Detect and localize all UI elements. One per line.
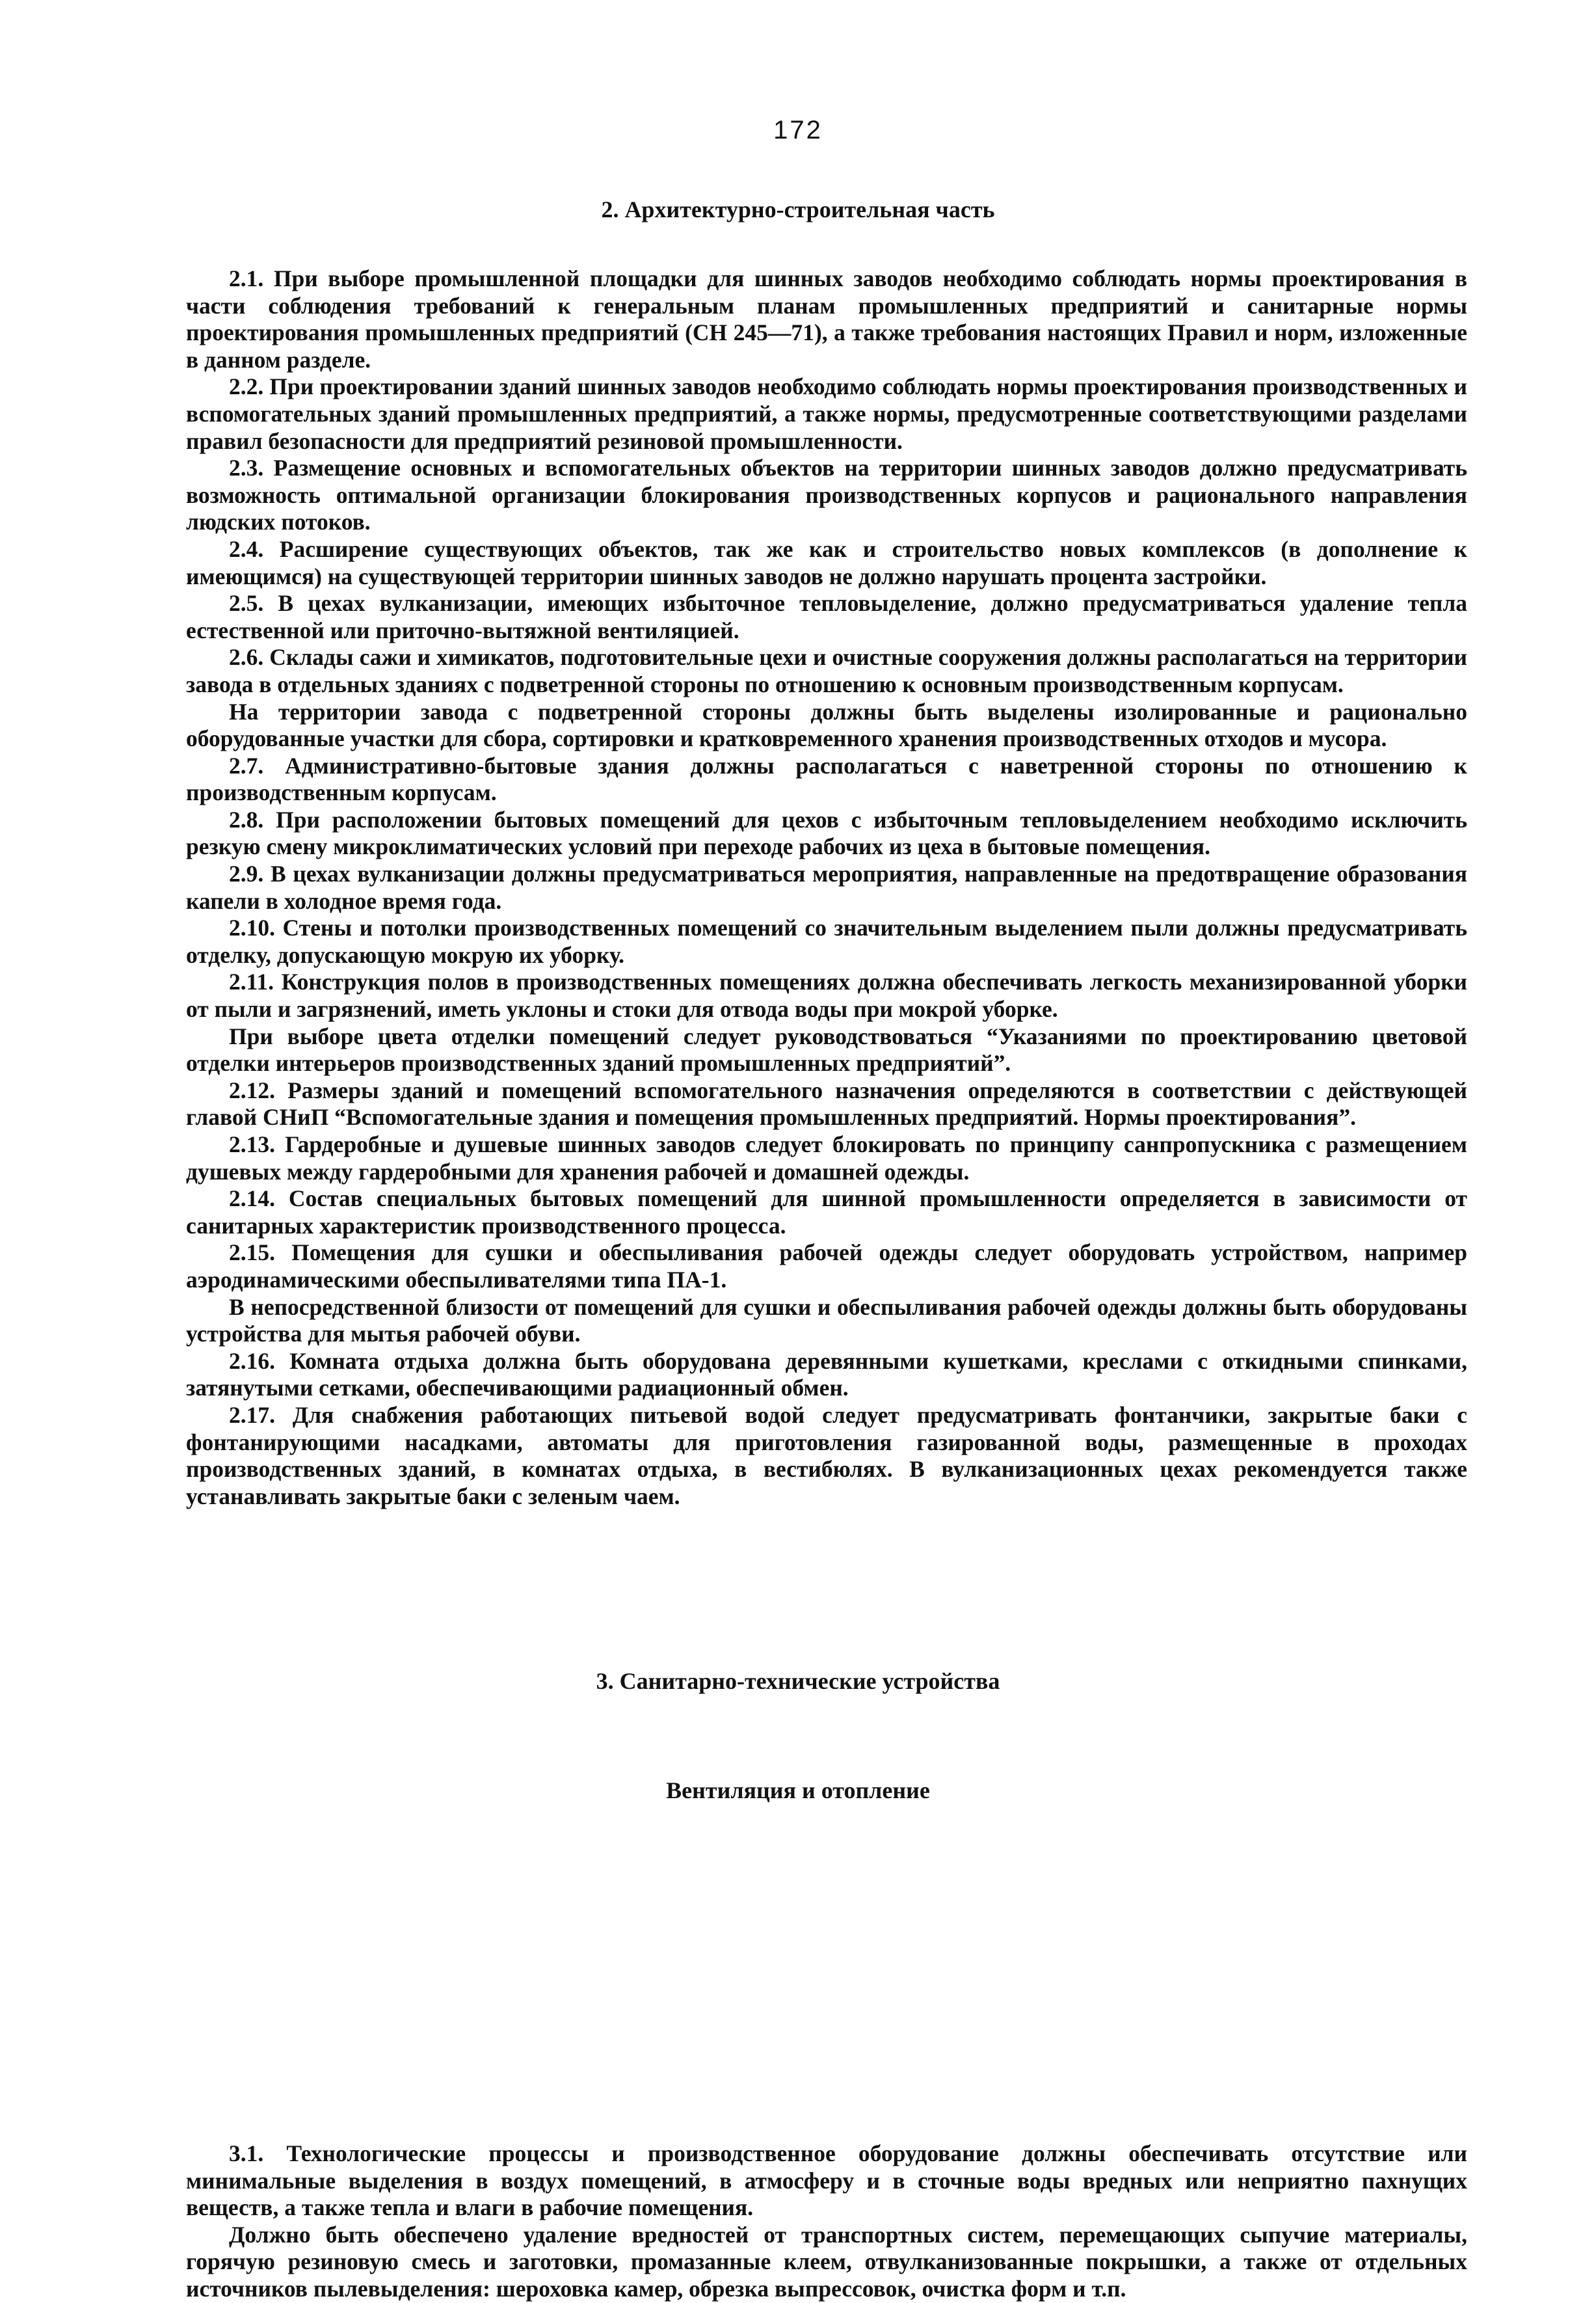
paragraph-2-3: 2.3. Размещение основных и вспомогательных объектов на территории шинных заводов должно предусматривать возможность оптимальной организации блокирования производственных корпусов и рационального направления людских потоков. — [186, 455, 1467, 535]
paragraph-3-1: 3.1. Технологические процессы и производственное оборудование должны обеспечивать отсутствие или минимальные выделения в воздух помещений, в атмосферу и в сточные воды вредных или неприятно пахнущих веществ, а также тепла и влаги в рабочие помещения. — [186, 2140, 1467, 2221]
paragraph-2-15: 2.15. Помещения для сушки и обеспыливания рабочей одежды следует оборудовать устройством, например аэродинамическими обеспыливателями типа ПА-1. — [186, 1239, 1467, 1293]
paragraph-2-9: 2.9. В цехах вулканизации должны предусматриваться мероприятия, направленные на предотвращение образования капели в холодное время года. — [186, 861, 1467, 914]
page-number: 172 — [773, 116, 823, 144]
paragraph-2-5: 2.5. В цехах вулканизации, имеющих избыточное тепловыделение, должно предусматриваться удаление тепла естественной или приточно-вытяжной вентиляцией. — [186, 590, 1467, 643]
paragraph-2-14: 2.14. Состав специальных бытовых помещений для шинной промышленности определяется в зависимости от санитарных характеристик производственного процесса. — [186, 1185, 1467, 1239]
ventilation-subheading: Вентиляция и отопление — [666, 1777, 930, 1803]
paragraph-2-6: 2.6. Склады сажи и химикатов, подготовительные цехи и очистные сооружения должны располагаться на территории завода в отдельных зданиях с подветренной стороны по отношению к основным производственным корпусам. — [186, 644, 1467, 697]
paragraph-3-1-cont: Должно быть обеспечено удаление вредностей от транспортных систем, перемещающих сыпучие материалы, горячую резиновую смесь и заготовки, промазанные клеем, отвулканизованные покрышки, а также от отдельных источников пылевыделения: шероховка камер, обрезка выпрессовок, очистка форм и т.п. — [186, 2221, 1467, 2302]
paragraph-2-8: 2.8. При расположении бытовых помещений для цехов с избыточным тепловыделением необходимо исключить резкую смену микроклиматических условий при переходе рабочих из цеха в бытовые помещения. — [186, 806, 1467, 860]
paragraph-2-4: 2.4. Расширение существующих объектов, так же как и строительство новых комплексов (в дополнение к имеющимся) на существующей территории шинных заводов не должно нарушать процента застройки. — [186, 535, 1467, 589]
section-3-body — [186, 2140, 1467, 2303]
paragraph-2-6-cont: На территории завода с подветренной стороны должны быть выделены изолированные и рационально оборудованные участки для сбора, сортировки и кратковременного хранения производственных отходов и мусора. — [186, 698, 1467, 752]
paragraph-2-15-cont: В непосредственной близости от помещений для сушки и обеспыливания рабочей одежды должны быть оборудованы устройства для мытья рабочей обуви. — [186, 1293, 1467, 1347]
paragraph-2-11-cont: При выборе цвета отделки помещений следует руководствоваться “Указаниями по проектированию цветовой отделки интерьеров производственных зданий промышленных предприятий”. — [186, 1023, 1467, 1077]
paragraph-2-10: 2.10. Стены и потолки производственных помещений со значительным выделением пыли должны предусматривать отделку, допускающую мокрую их уборку. — [186, 915, 1467, 968]
paragraph-2-17: 2.17. Для снабжения работающих питьевой водой следует предусматривать фонтанчики, закрытые баки с фонтанирующими насадками, автоматы для приготовления газированной воды, размещенные в проходах производственных зданий, в комнатах отдыха, в вестибюлях. В вулканизационных цехах рекомендуется также устанавливать закрытые баки с зеленым чаем. — [186, 1401, 1467, 1509]
paragraph-2-13: 2.13. Гардеробные и душевые шинных заводов следует блокировать по принципу санпропускника с размещением душевых между гардеробными для хранения рабочей и домашней одежды. — [186, 1131, 1467, 1185]
section-2-heading: 2. Архитектурно-строительная часть — [601, 196, 995, 222]
paragraph-2-11: 2.11. Конструкция полов в производственных помещениях должна обеспечивать легкость механизированной уборки от пыли и загрязнений, иметь уклоны и стоки для отвода воды при мокрой уборке. — [186, 969, 1467, 1023]
paragraph-2-12: 2.12. Размеры зданий и помещений вспомогательного назначения определяются в соответствии с действующей главой СНиП “Вспомогательные здания и помещения промышленных предприятий. Нормы проектирования”. — [186, 1077, 1467, 1131]
paragraph-2-16: 2.16. Комната отдыха должна быть оборудована деревянными кушетками, креслами с откидными спинками, затянутыми сетками, обеспечивающими радиационный обмен. — [186, 1347, 1467, 1401]
paragraph-2-2: 2.2. При проектировании зданий шинных заводов необходимо соблюдать нормы проектирования производственных и вспомогательных зданий промышленных предприятий, а также нормы, предусмотренные соответствующими разделами правил безопасности для предприятий резиновой промышленности. — [186, 373, 1467, 454]
paragraph-2-7: 2.7. Административно-бытовые здания должны располагаться с наветренной стороны по отношению к производственным корпусам. — [186, 752, 1467, 806]
section-2-body — [186, 265, 1467, 1510]
section-3-heading: 3. Санитарно-технические устройства — [596, 1668, 1000, 1694]
paragraph-2-1: 2.1. При выборе промышленной площадки для шинных заводов необходимо соблюдать нормы проектирования в части соблюдения требований к генеральным планам промышленных предприятий и санитарные нормы проектирования промышленных предприятий (СН 245—71), а также требования настоящих Правил и норм, изложенные в данном разделе. — [186, 265, 1467, 373]
